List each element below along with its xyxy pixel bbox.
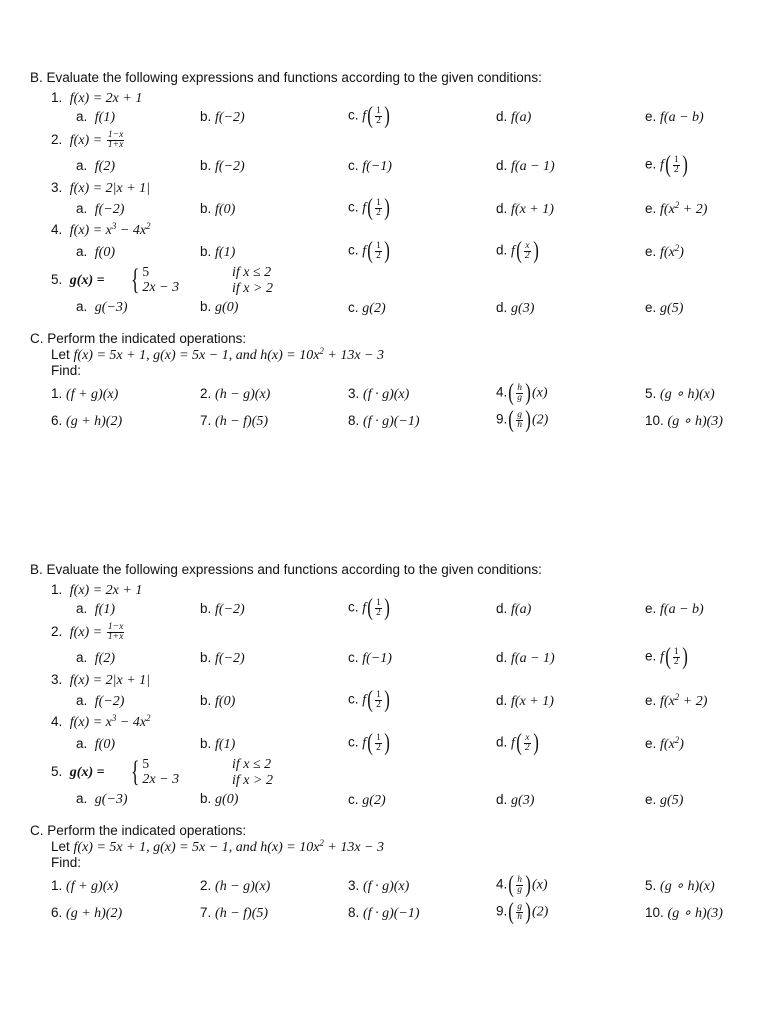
op-3: 3. (f · g)(x)	[348, 878, 410, 894]
op-9: 9.( $\frac{g}{h}$ )(2)	[496, 899, 549, 925]
item-3e: e. $f(x^2 + 2)$	[645, 692, 708, 709]
item-2c: c. f(−1)	[348, 650, 392, 666]
item-3b: b. f(0)	[200, 201, 236, 217]
op-7: 7. (h − f)(5)	[200, 413, 269, 429]
item-1b: b. f(−2)	[200, 601, 245, 617]
problem-3: 3. f(x) = 2|x + 1|	[51, 180, 151, 196]
section-c-find: Find:	[51, 363, 82, 378]
problem-5: 5. g(x) =	[51, 272, 105, 288]
problem-1: 1. f(x) = 2x + 1	[51, 90, 143, 106]
op-4: 4.( $\frac{h}{g}$ )(x)	[496, 380, 548, 406]
problem-4: 4. $f(x) = x^3 - 4x^2$	[51, 713, 151, 730]
item-1e: e. f(a − b)	[645, 601, 704, 617]
section-c-given-functions: Let f(x) = 5x + 1, g(x) = 5x − 1, and $h(x) = 10x^2 + 13x - 3$	[51, 838, 385, 855]
item-3a: a. f(−2)	[76, 201, 125, 217]
item-1b: b. f(−2)	[200, 109, 245, 125]
section-c-heading: C. Perform the indicated operations:	[30, 823, 247, 838]
item-3b: b. f(0)	[200, 693, 236, 709]
item-3c: c. f( $\frac{1}{2}$ )	[348, 687, 390, 713]
problem-1: 1. f(x) = 2x + 1	[51, 582, 143, 598]
problem-2: 2. f(x) = $\frac{1-x}{1+x}$	[51, 622, 124, 642]
op-8: 8. (f · g)(−1)	[348, 413, 420, 429]
op-10: 10. (g ∘ h)(3)	[645, 905, 723, 921]
item-2c: c. f(−1)	[348, 158, 392, 174]
item-2e: e. f( $\frac{1}{2}$ )	[645, 152, 688, 178]
op-3: 3. (f · g)(x)	[348, 386, 410, 402]
item-4e: e. $f(x^2)$	[645, 243, 684, 260]
problem-5: 5. g(x) =	[51, 764, 105, 780]
op-5: 5. (g ∘ h)(x)	[645, 386, 715, 402]
item-2b: b. f(−2)	[200, 158, 245, 174]
problem-1-definition: f(x) = 2x + 1	[69, 583, 143, 598]
item-4c: c. f( $\frac{1}{2}$ )	[348, 730, 390, 756]
section-b-heading: B. Evaluate the following expressions and functions according to the given conditions:	[30, 562, 542, 577]
op-6: 6. (g + h)(2)	[51, 413, 123, 429]
section-c-heading: C. Perform the indicated operations:	[30, 331, 247, 346]
item-2a: a. f(2)	[76, 158, 115, 174]
item-4a: a. f(0)	[76, 736, 115, 752]
item-5e: e. g(5)	[645, 300, 684, 316]
item-2b: b. f(−2)	[200, 650, 245, 666]
problem-5-condition-2: if x > 2	[232, 773, 273, 788]
item-4e: e. $f(x^2)$	[645, 735, 684, 752]
item-4a: a. f(0)	[76, 244, 115, 260]
item-5e: e. g(5)	[645, 792, 684, 808]
item-1e: e. f(a − b)	[645, 109, 704, 125]
op-5: 5. (g ∘ h)(x)	[645, 878, 715, 894]
problem-3: 3. f(x) = 2|x + 1|	[51, 672, 151, 688]
problem-2-fraction: $\frac{1-x}{1+x}$	[107, 622, 124, 642]
problem-5-condition-1: if x ≤ 2	[232, 757, 272, 772]
item-3e: e. $f(x^2 + 2)$	[645, 200, 708, 217]
item-2d: d. f(a − 1)	[496, 650, 555, 666]
op-9: 9.( $\frac{g}{h}$ )(2)	[496, 407, 549, 433]
item-5d: d. g(3)	[496, 300, 535, 316]
worksheet-copy	[0, 552, 768, 972]
item-4c: c. f( $\frac{1}{2}$ )	[348, 238, 390, 264]
item-3d: d. f(x + 1)	[496, 201, 554, 217]
problem-4: 4. $f(x) = x^3 - 4x^2$	[51, 221, 151, 238]
problem-2: 2. f(x) = $\frac{1-x}{1+x}$	[51, 130, 124, 150]
problem-5-condition-1: if x ≤ 2	[232, 265, 272, 280]
op-2: 2. (h − g)(x)	[200, 386, 271, 402]
item-1c: c. f( $\frac{1}{2}$ )	[348, 103, 390, 129]
op-2: 2. (h − g)(x)	[200, 878, 271, 894]
section-c-find: Find:	[51, 855, 82, 870]
item-5b: b. g(0)	[200, 791, 239, 807]
op-10: 10. (g ∘ h)(3)	[645, 413, 723, 429]
op-7: 7. (h − f)(5)	[200, 905, 269, 921]
problem-5-cases: { 5 2x − 3	[130, 263, 180, 296]
item-2d: d. f(a − 1)	[496, 158, 555, 174]
item-4d: d. f( $\frac{x}{2}$ )	[496, 730, 539, 756]
problem-2-fraction: $\frac{1-x}{1+x}$	[107, 130, 124, 150]
problem-1-definition: f(x) = 2x + 1	[69, 91, 143, 106]
item-4b: b. f(1)	[200, 736, 236, 752]
problem-5-cases: { 5 2x − 3	[130, 755, 180, 788]
section-b-heading: B. Evaluate the following expressions and functions according to the given conditions:	[30, 70, 542, 85]
op-4: 4.( $\frac{h}{g}$ )(x)	[496, 872, 548, 898]
op-1: 1. (f + g)(x)	[51, 386, 119, 402]
item-3a: a. f(−2)	[76, 693, 125, 709]
worksheet-copy	[0, 60, 768, 480]
item-4d: d. f( $\frac{x}{2}$ )	[496, 238, 539, 264]
item-5d: d. g(3)	[496, 792, 535, 808]
item-5b: b. g(0)	[200, 299, 239, 315]
op-6: 6. (g + h)(2)	[51, 905, 123, 921]
item-1d: d. f(a)	[496, 601, 532, 617]
item-2e: e. f( $\frac{1}{2}$ )	[645, 644, 688, 670]
item-1c: c. f( $\frac{1}{2}$ )	[348, 595, 390, 621]
item-2a: a. f(2)	[76, 650, 115, 666]
op-1: 1. (f + g)(x)	[51, 878, 119, 894]
item-4b: b. f(1)	[200, 244, 236, 260]
item-5c: c. g(2)	[348, 300, 386, 316]
item-1d: d. f(a)	[496, 109, 532, 125]
problem-5-condition-2: if x > 2	[232, 281, 273, 296]
op-8: 8. (f · g)(−1)	[348, 905, 420, 921]
item-1a: a. f(1)	[76, 601, 115, 617]
item-1a: a. f(1)	[76, 109, 115, 125]
item-3c: c. f( $\frac{1}{2}$ )	[348, 195, 390, 221]
item-5a: a. g(−3)	[76, 791, 128, 807]
item-3d: d. f(x + 1)	[496, 693, 554, 709]
item-5a: a. g(−3)	[76, 299, 128, 315]
item-5c: c. g(2)	[348, 792, 386, 808]
section-c-given-functions: Let f(x) = 5x + 1, g(x) = 5x − 1, and $h(x) = 10x^2 + 13x - 3$	[51, 346, 385, 363]
